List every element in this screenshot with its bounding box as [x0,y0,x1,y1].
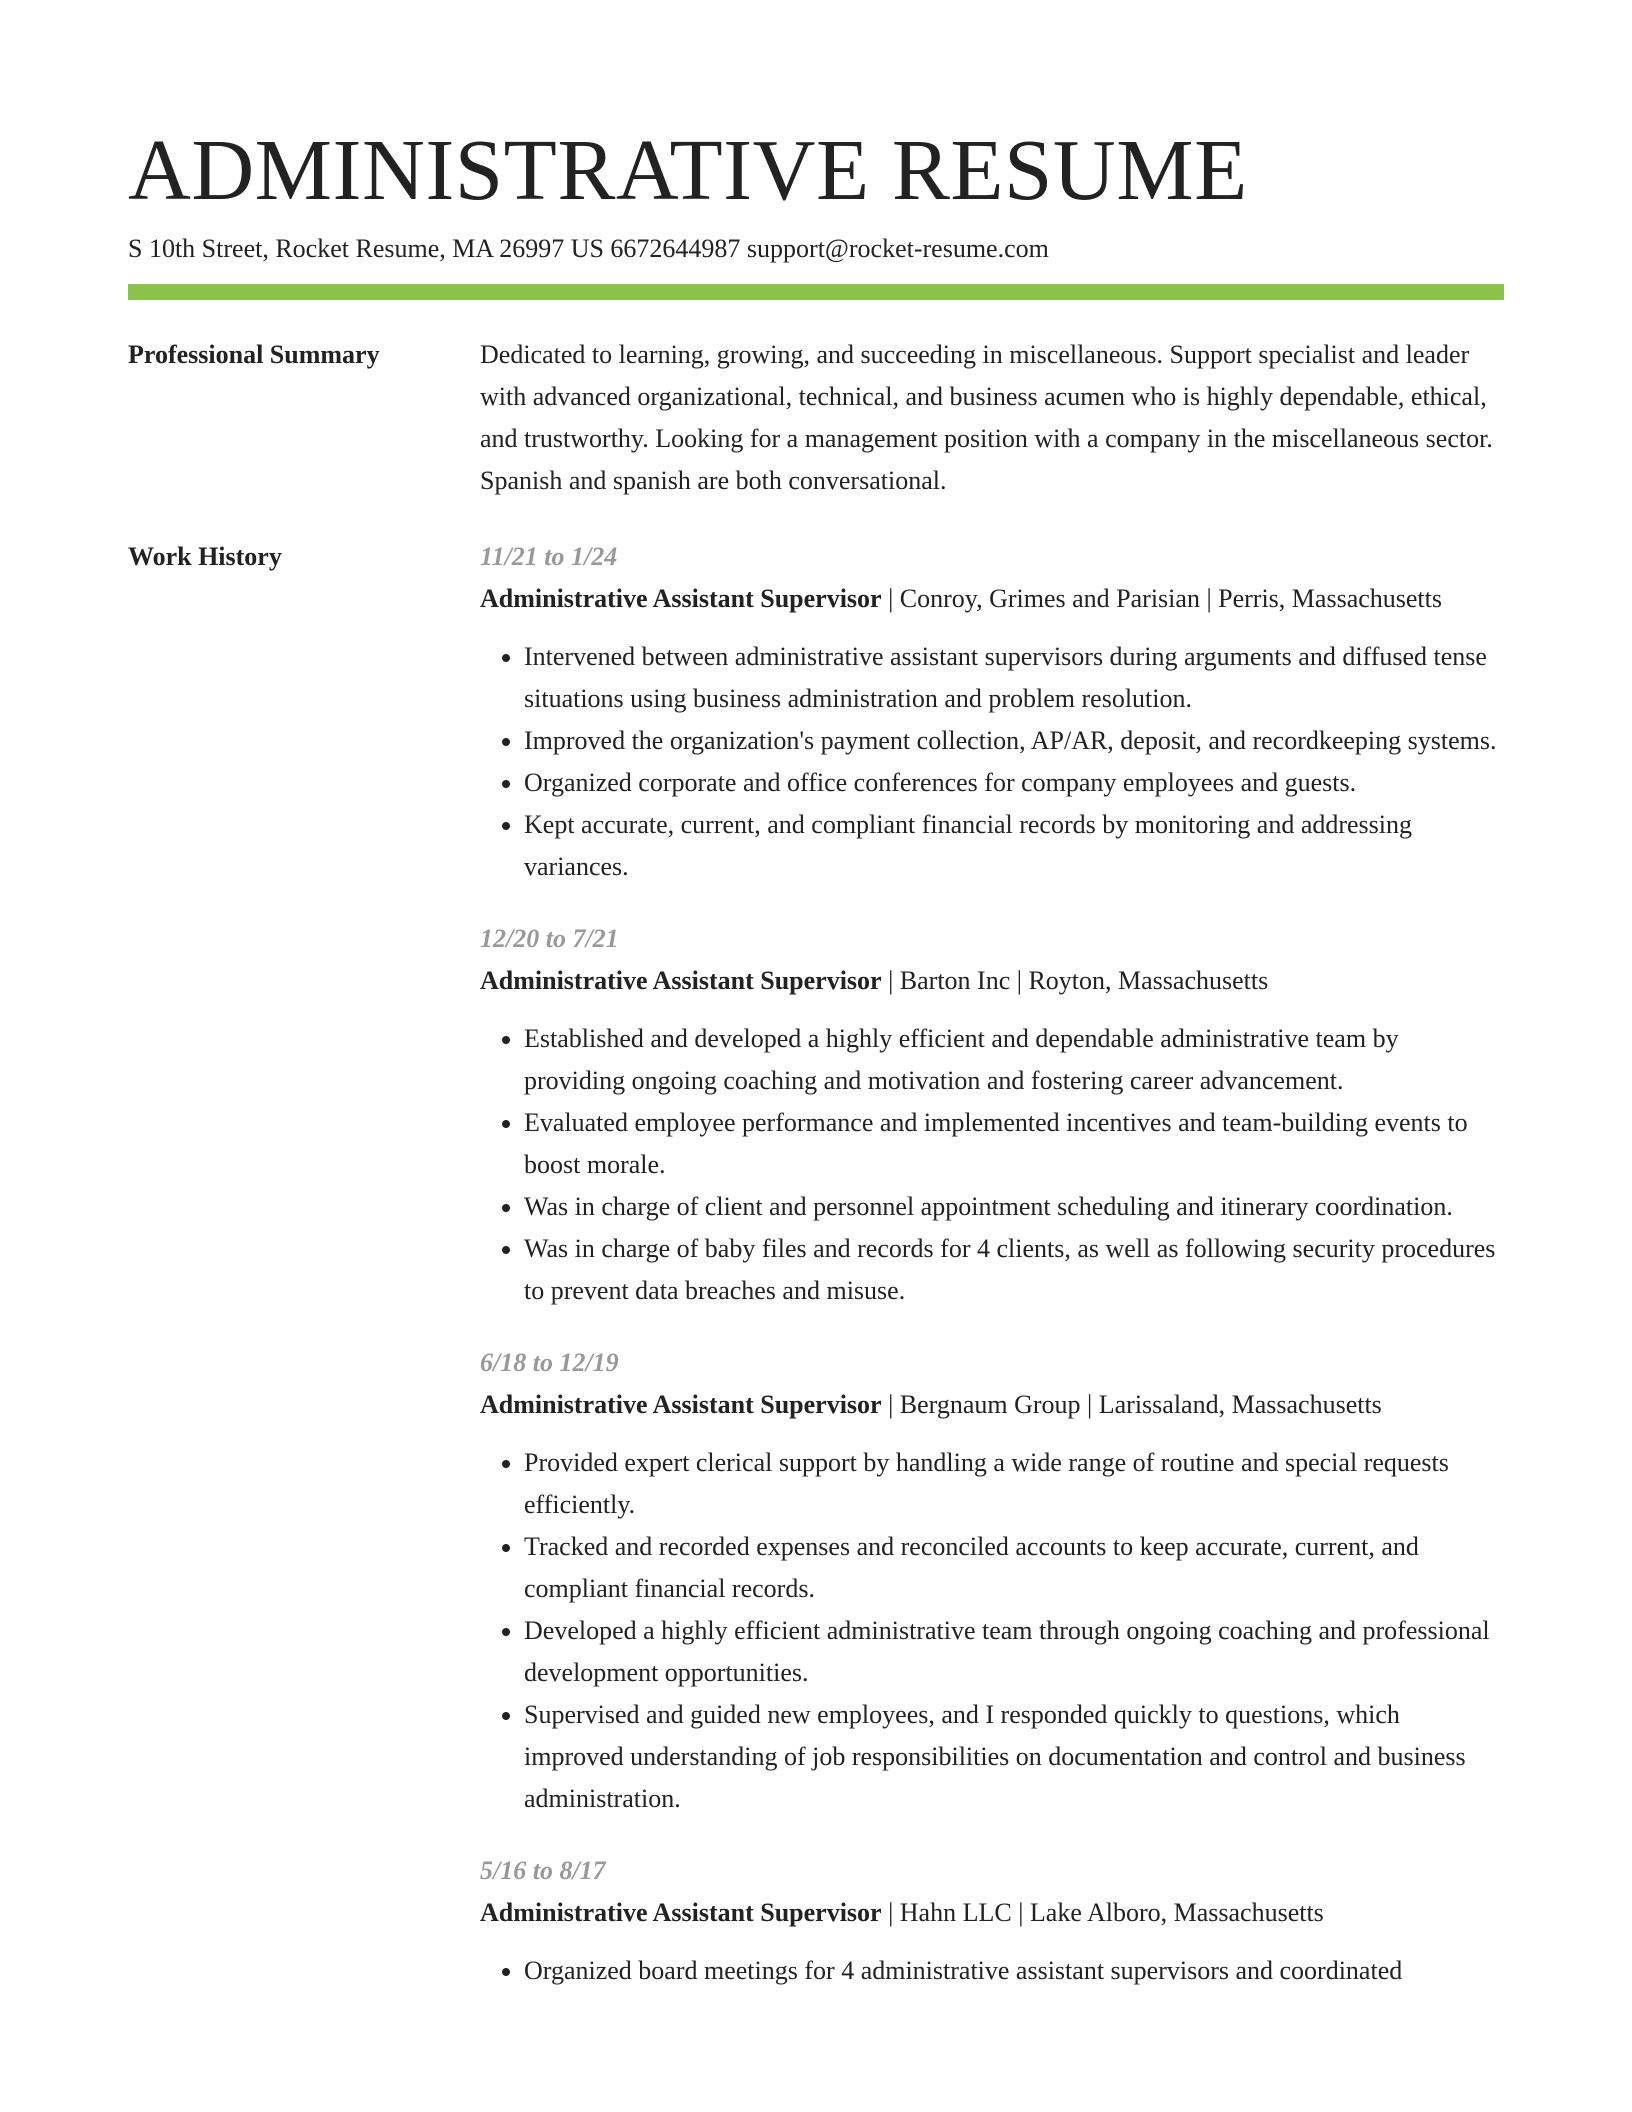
resume-title: ADMINISTRATIVE RESUME [128,121,1248,218]
job-bullet: • Established and developed a highly efficient and dependable administrative team by providing ongoing coaching and motivation and fostering career advancement. [524,1018,1504,1102]
section-label-work-history: Work History [128,542,282,571]
job-title: Administrative Assistant Supervisor [480,584,882,613]
accent-divider [128,284,1504,300]
job-title: Administrative Assistant Supervisor [480,1898,882,1927]
job-heading [480,960,1504,1002]
job-bullet: • Kept accurate, current, and compliant financial records by monitoring and addressing variances. [524,804,1504,888]
job-heading [480,1892,1504,1934]
job-bullet: • Tracked and recorded expenses and reconciled accounts to keep accurate, current, and compliant financial records. [524,1526,1504,1610]
work-history-section [128,536,1504,2022]
job-bullet: • Evaluated employee performance and implemented incentives and team-building events to boost morale. [524,1102,1504,1186]
job-heading [480,1384,1504,1426]
job-bullet-list [480,636,1504,888]
job-bullet: • Was in charge of baby files and records for 4 clients, as well as following security procedures to prevent data breaches and misuse. [524,1228,1504,1312]
summary-text: Dedicated to learning, growing, and succeeding in miscellaneous. Support specialist and leader with advanced organizational, technical, and business acumen who is highly dependable, ethical, and trustworthy. Looking for a management position with a company in the miscellaneous sector. Spanish and spanish are both conversational. [480,340,1493,495]
job-employer-location: | Bergnaum Group | Larissaland, Massachusetts [881,1390,1382,1419]
job-employer-location: | Conroy, Grimes and Parisian | Perris, Massachusetts [881,584,1442,613]
job-bullet: • Organized board meetings for 4 administrative assistant supervisors and coordinated [524,1950,1504,1992]
job-bullet: • Was in charge of client and personnel appointment scheduling and itinerary coordination. [524,1186,1504,1228]
job-dates: 5/16 to 8/17 [480,1856,606,1885]
job-bullet: • Supervised and guided new employees, and I responded quickly to questions, which improved understanding of job responsibilities on documentation and control and business administration. [524,1694,1504,1820]
job-entry [480,918,1504,1312]
job-employer-location: | Hahn LLC | Lake Alboro, Massachusetts [881,1898,1324,1927]
job-entry [480,1342,1504,1820]
job-bullet: • Organized corporate and office conferences for company employees and guests. [524,762,1504,804]
professional-summary-section [128,334,1504,502]
job-employer-location: | Barton Inc | Royton, Massachusetts [881,966,1269,995]
job-bullet: • Developed a highly efficient administrative team through ongoing coaching and professional development opportunities. [524,1610,1504,1694]
job-bullet: • Improved the organization's payment collection, AP/AR, deposit, and recordkeeping systems. [524,720,1504,762]
job-bullet-list [480,1442,1504,1820]
job-title: Administrative Assistant Supervisor [480,1390,882,1419]
job-dates: 12/20 to 7/21 [480,924,619,953]
job-dates: 11/21 to 1/24 [480,542,618,571]
job-dates: 6/18 to 12/19 [480,1348,619,1377]
job-bullet-list [480,1950,1504,1992]
job-bullet: • Provided expert clerical support by handling a wide range of routine and special requests efficiently. [524,1442,1504,1526]
job-bullet: • Intervened between administrative assistant supervisors during arguments and diffused tense situations using business administration and problem resolution. [524,636,1504,720]
job-heading [480,578,1504,620]
section-label-professional-summary: Professional Summary [128,340,380,369]
contact-line: S 10th Street, Rocket Resume, MA 26997 US 6672644987 support@rocket-resume.com [128,234,1049,263]
job-entry [480,536,1504,888]
job-title: Administrative Assistant Supervisor [480,966,882,995]
work-history-list [480,536,1504,2022]
job-bullet-list [480,1018,1504,1312]
resume-page [128,120,1504,2022]
job-entry [480,1850,1504,1992]
